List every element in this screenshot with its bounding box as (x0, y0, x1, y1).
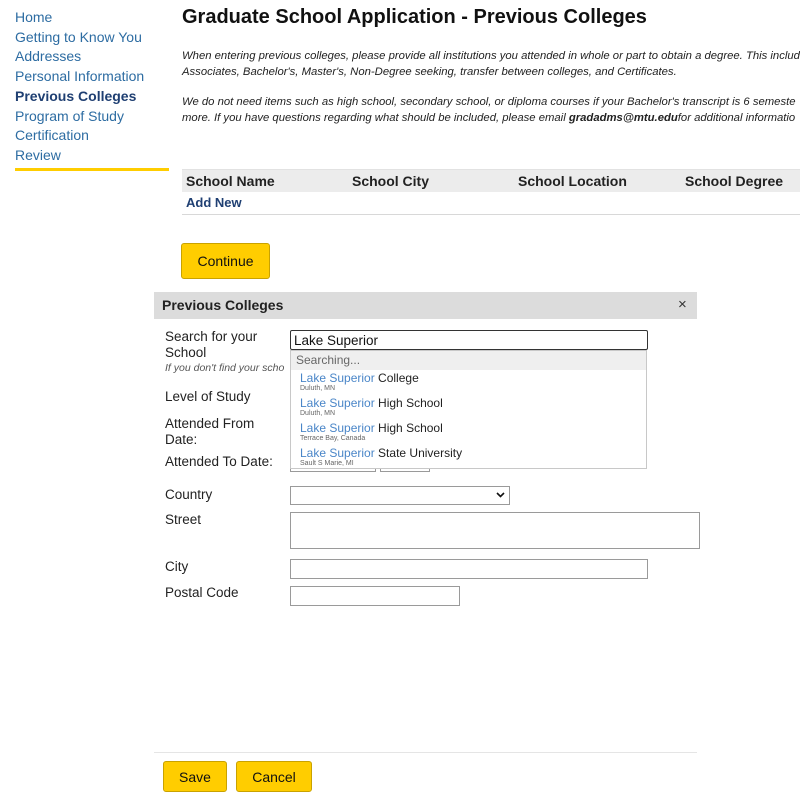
school-autocomplete (290, 350, 647, 469)
dialog-title: Previous Colleges (162, 297, 284, 313)
table-divider (182, 214, 800, 215)
previous-colleges-dialog (154, 292, 697, 800)
street-label: Street (165, 512, 202, 527)
level-of-study-label: Level of Study (165, 389, 251, 404)
autocomplete-option[interactable] (291, 445, 646, 470)
option-location: Sault S Marie, MI (300, 460, 354, 467)
column-header-school-location: School Location (518, 173, 627, 189)
postal-code-input[interactable] (290, 586, 460, 606)
option-match: Lake Superior (300, 396, 375, 410)
sidebar-item-getting-to-know-you[interactable]: Getting to Know You (15, 28, 142, 45)
option-name: State University (374, 446, 463, 460)
sidebar-item-certification[interactable]: Certification (15, 127, 89, 144)
sidebar-item-addresses[interactable]: Addresses (15, 48, 82, 65)
colleges-table-header (182, 169, 800, 192)
postal-code-label: Postal Code (165, 585, 239, 600)
continue-button[interactable]: Continue (181, 243, 270, 279)
option-match: Lake Superior (300, 421, 375, 435)
intro-1-line-2: Associates, Bachelor's, Master's, Non-Degree seeking, transfer between colleges, and Certificates. (182, 66, 677, 78)
autocomplete-status: Searching... (291, 351, 646, 370)
city-label: City (165, 559, 189, 574)
chevron-down-icon (496, 488, 505, 505)
column-header-school-city: School City (352, 173, 430, 189)
option-name: High School (374, 396, 443, 410)
sidebar-nav (15, 8, 169, 166)
school-search-input[interactable] (290, 330, 648, 350)
dialog-footer-divider (154, 752, 697, 753)
sidebar-accent-bar (15, 168, 169, 171)
autocomplete-option[interactable] (291, 395, 646, 420)
dialog-header (154, 292, 697, 319)
intro-paragraph-2 (182, 94, 800, 126)
close-icon[interactable]: × (678, 296, 687, 313)
city-input[interactable] (290, 559, 648, 579)
search-school-label: Search for your School (165, 329, 258, 360)
attended-to-label: Attended To Date: (165, 454, 273, 469)
column-header-school-degree: School Degree (685, 173, 784, 189)
save-button[interactable]: Save (163, 761, 227, 792)
intro-paragraph-1 (182, 48, 800, 80)
sidebar-item-previous-colleges[interactable]: Previous Colleges (15, 87, 137, 104)
column-header-school-name: School Name (186, 173, 275, 189)
country-label: Country (165, 487, 213, 502)
option-location: Terrace Bay, Canada (300, 435, 366, 442)
sidebar-item-home[interactable]: Home (15, 9, 53, 25)
sidebar-item-review[interactable]: Review (15, 146, 61, 163)
sidebar-item-program-of-study[interactable]: Program of Study (15, 107, 124, 124)
country-select[interactable] (290, 486, 510, 505)
street-textarea[interactable] (290, 512, 700, 549)
intro-1-line-1: When entering previous colleges, please provide all institutions you attended in whole or part to obtain a degree. This includ (182, 50, 800, 62)
cancel-button[interactable]: Cancel (236, 761, 312, 792)
search-hint: If you don't find your scho (165, 362, 285, 374)
intro-2-line-2 (182, 110, 800, 126)
option-location: Duluth, MN (300, 410, 336, 417)
autocomplete-option[interactable] (291, 420, 646, 445)
option-location: Duluth, MN (300, 385, 336, 392)
intro-2-text-post: for additional informatio (677, 112, 796, 124)
intro-2-line-1: We do not need items such as high school, secondary school, or diploma courses if your Bachelor's transcript is 6 semeste (182, 96, 796, 108)
sidebar-item-personal-information[interactable]: Personal Information (15, 68, 145, 85)
attended-from-label: Attended From Date: (165, 416, 255, 447)
option-match: Lake Superior (300, 371, 375, 385)
option-name: High School (374, 421, 443, 435)
contact-email: gradadms@mtu.edu (568, 112, 678, 124)
option-match: Lake Superior (300, 446, 375, 460)
add-new-link[interactable]: Add New (186, 195, 242, 210)
intro-2-text-pre: more. If you have questions regarding what should be included, please email (182, 112, 569, 124)
autocomplete-option[interactable] (291, 370, 646, 395)
option-name: College (374, 371, 419, 385)
page-title: Graduate School Application - Previous Colleges (182, 6, 647, 28)
